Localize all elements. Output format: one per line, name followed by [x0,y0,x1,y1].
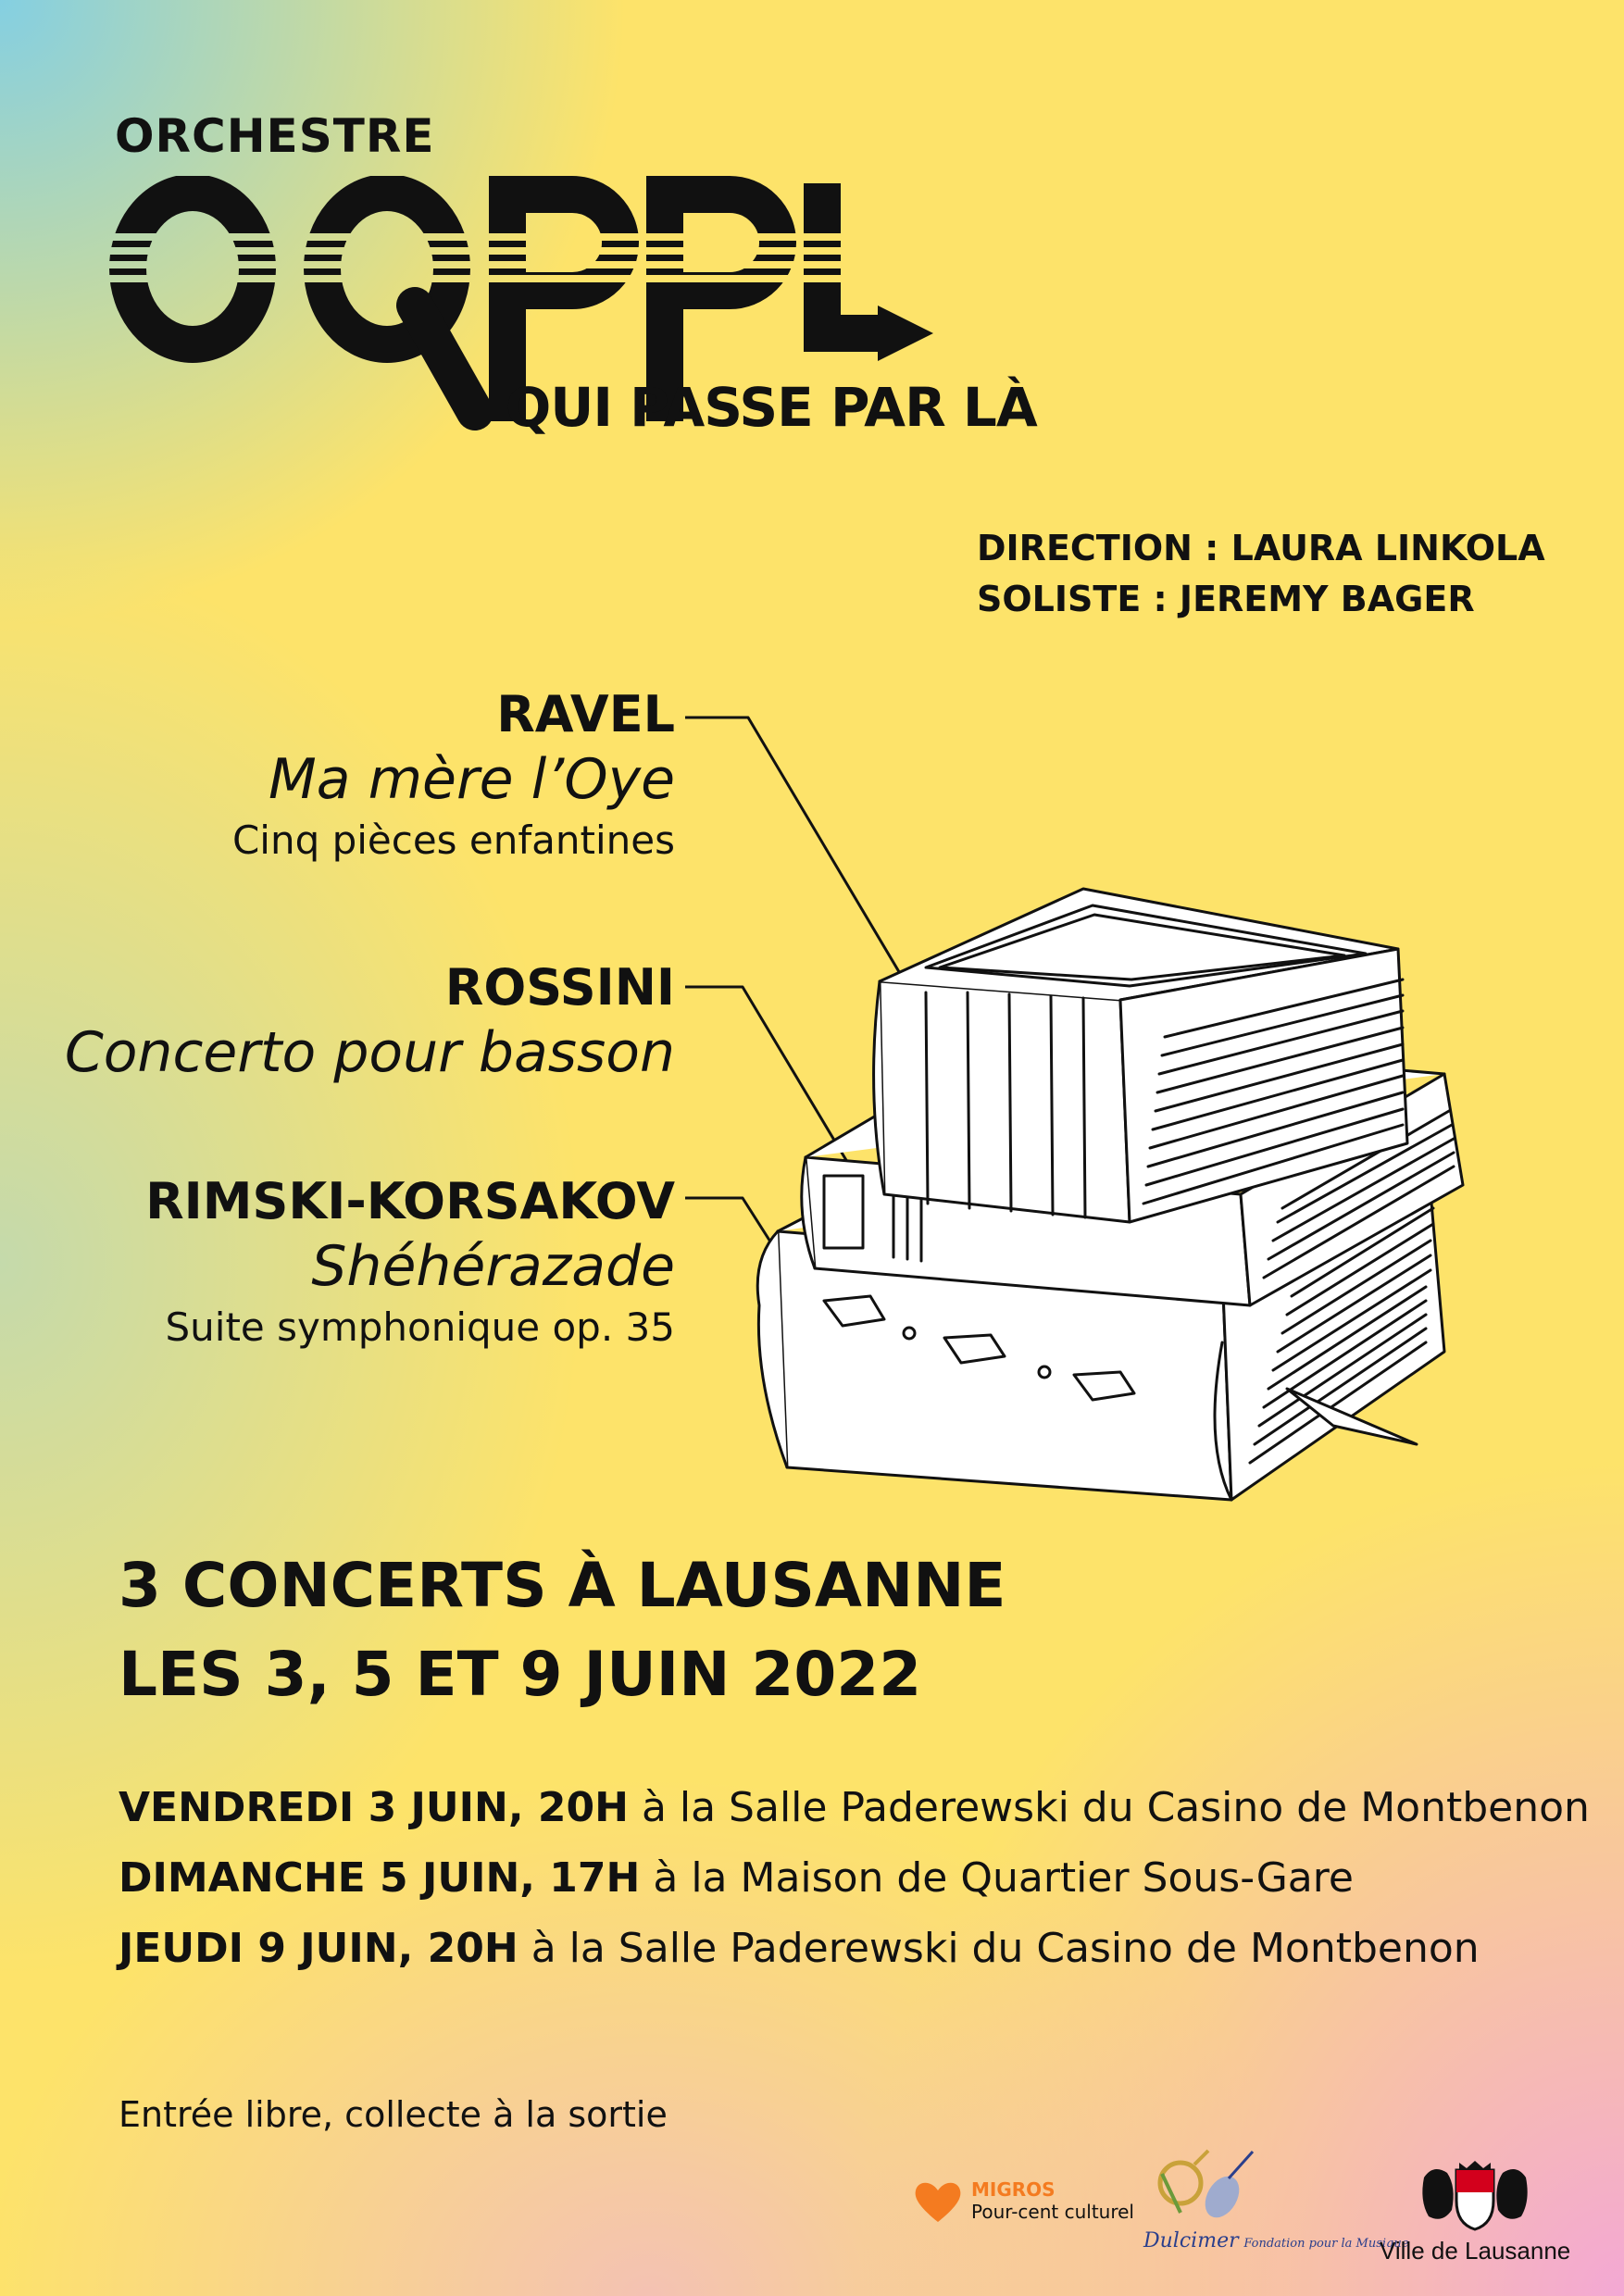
concert-date: DIMANCHE 5 JUIN, 17H [119,1854,641,1902]
ville-label: Ville de Lausanne [1380,2237,1571,2265]
heart-icon [912,2177,964,2224]
concert-list [119,1773,1590,1984]
instruments-icon [1143,2146,1264,2226]
headline [119,1541,1006,1719]
entry-note: Entrée libre, collecte à la sortie [119,2094,668,2135]
sponsor-dulcimer [1143,2146,1408,2252]
dulcimer-tagline: Fondation pour la Musique [1243,2237,1409,2251]
concert-item [119,1773,1590,1843]
headline-line-2: LES 3, 5 ET 9 JUIN 2022 [119,1639,922,1710]
books-illustration [685,704,1537,1537]
logo-subtitle: QUI PASSE PAR LÀ [506,376,1037,439]
concert-item [119,1843,1590,1914]
work-detail: Cinq pièces enfantines [231,817,675,863]
work-title: Concerto pour basson [64,1020,675,1085]
concert-item [119,1914,1590,1984]
direction-credit: DIRECTION : LAURA LINKOLA [977,528,1545,568]
credits-block [977,523,1545,625]
composer-name: RIMSKI-KORSAKOV [145,1172,675,1230]
work-title: Ma mère l’Oye [268,747,675,812]
concert-venue: à la Salle Paderewski du Casino de Montbenon [641,1784,1590,1831]
dulcimer-name: Dulcimer [1143,2229,1239,2252]
logo-orchestre-label: ORCHESTRE [115,109,435,163]
migros-name: MIGROS [971,2178,1056,2201]
soloist-credit: SOLISTE : JEREMY BAGER [977,579,1475,619]
sponsor-ville-de-lausanne [1380,2159,1570,2265]
program-item-ravel [232,685,675,867]
composer-name: ROSSINI [444,958,675,1017]
migros-tagline: Pour-cent culturel [971,2201,1134,2223]
concert-venue: à la Maison de Quartier Sous-Gare [653,1854,1354,1902]
composer-name: RAVEL [496,685,675,743]
sponsor-migros [912,2177,1134,2224]
concert-date: JEUDI 9 JUIN, 20H [119,1925,518,1972]
program-item-rossini [65,958,675,1088]
program-item-rimski-korsakov [145,1172,675,1354]
headline-line-1: 3 CONCERTS À LAUSANNE [119,1550,1006,1621]
work-title: Shéhérazade [311,1234,675,1299]
work-detail: Suite symphonique op. 35 [165,1304,675,1350]
concert-venue: à la Salle Paderewski du Casino de Montbenon [531,1925,1480,1972]
concert-date: VENDREDI 3 JUIN, 20H [119,1784,629,1831]
lausanne-coat-of-arms-icon [1405,2159,1544,2233]
